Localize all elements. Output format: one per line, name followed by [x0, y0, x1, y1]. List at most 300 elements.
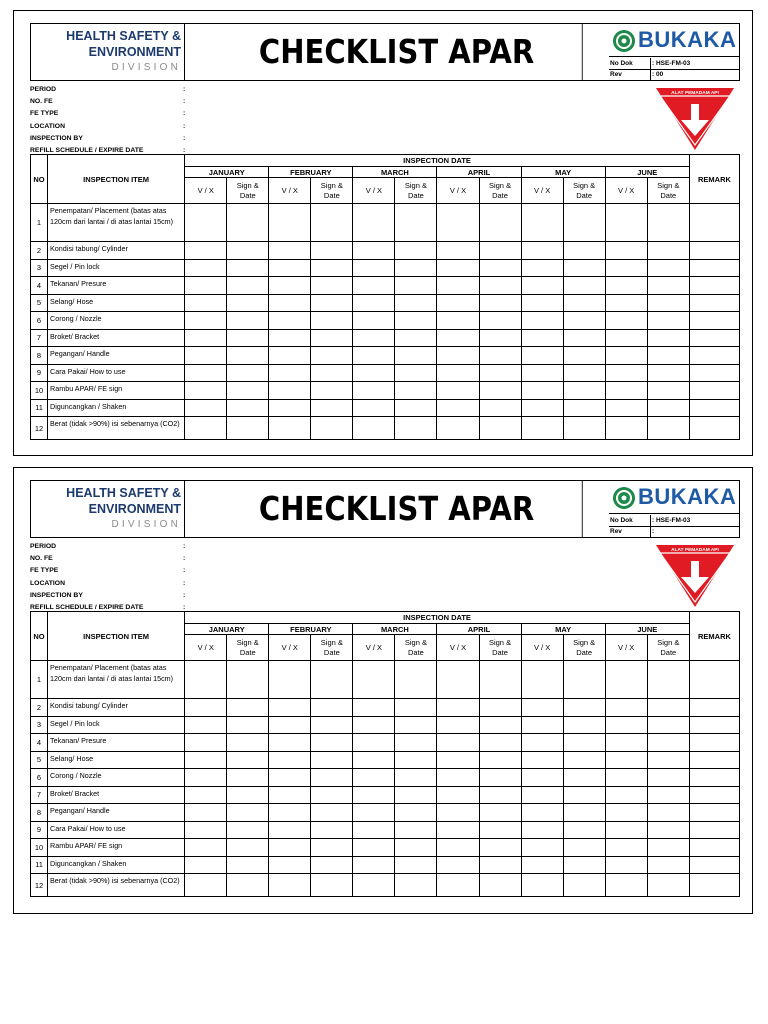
sign-date-cell[interactable] [395, 242, 437, 260]
check-cell[interactable] [353, 874, 395, 897]
sign-date-cell[interactable] [311, 769, 353, 787]
check-cell[interactable] [269, 769, 311, 787]
sign-date-cell[interactable] [395, 786, 437, 804]
check-cell[interactable] [353, 259, 395, 277]
check-cell[interactable] [605, 734, 647, 752]
sign-date-cell[interactable] [227, 839, 269, 857]
check-cell[interactable] [605, 661, 647, 699]
check-cell[interactable] [269, 786, 311, 804]
check-cell[interactable] [269, 242, 311, 260]
sign-date-cell[interactable] [647, 417, 689, 440]
check-cell[interactable] [185, 821, 227, 839]
info-field-row[interactable] [30, 578, 200, 590]
check-cell[interactable] [437, 347, 479, 365]
check-cell[interactable] [521, 751, 563, 769]
sign-date-cell[interactable] [395, 277, 437, 295]
sign-date-cell[interactable] [563, 417, 605, 440]
sign-date-cell[interactable] [395, 417, 437, 440]
sign-date-cell[interactable] [647, 399, 689, 417]
check-cell[interactable] [269, 347, 311, 365]
sign-date-cell[interactable] [395, 329, 437, 347]
remark-cell[interactable] [689, 242, 739, 260]
check-cell[interactable] [437, 716, 479, 734]
sign-date-cell[interactable] [227, 242, 269, 260]
sign-date-cell[interactable] [227, 804, 269, 822]
sign-date-cell[interactable] [563, 277, 605, 295]
remark-cell[interactable] [689, 382, 739, 400]
check-cell[interactable] [185, 399, 227, 417]
sign-date-cell[interactable] [563, 242, 605, 260]
info-field-row[interactable] [30, 84, 200, 96]
remark-cell[interactable] [689, 769, 739, 787]
sign-date-cell[interactable] [227, 364, 269, 382]
sign-date-cell[interactable] [647, 259, 689, 277]
remark-cell[interactable] [689, 786, 739, 804]
sign-date-cell[interactable] [311, 364, 353, 382]
check-cell[interactable] [605, 839, 647, 857]
check-cell[interactable] [605, 382, 647, 400]
sign-date-cell[interactable] [563, 716, 605, 734]
check-cell[interactable] [521, 699, 563, 717]
sign-date-cell[interactable] [227, 751, 269, 769]
sign-date-cell[interactable] [395, 734, 437, 752]
check-cell[interactable] [521, 821, 563, 839]
remark-cell[interactable] [689, 661, 739, 699]
check-cell[interactable] [269, 821, 311, 839]
check-cell[interactable] [185, 716, 227, 734]
sign-date-cell[interactable] [563, 769, 605, 787]
check-cell[interactable] [269, 734, 311, 752]
check-cell[interactable] [521, 839, 563, 857]
sign-date-cell[interactable] [395, 347, 437, 365]
check-cell[interactable] [269, 856, 311, 874]
check-cell[interactable] [437, 399, 479, 417]
sign-date-cell[interactable] [479, 856, 521, 874]
check-cell[interactable] [605, 347, 647, 365]
check-cell[interactable] [353, 751, 395, 769]
remark-cell[interactable] [689, 751, 739, 769]
check-cell[interactable] [269, 277, 311, 295]
sign-date-cell[interactable] [479, 769, 521, 787]
sign-date-cell[interactable] [479, 382, 521, 400]
sign-date-cell[interactable] [563, 734, 605, 752]
check-cell[interactable] [437, 364, 479, 382]
remark-cell[interactable] [689, 204, 739, 242]
sign-date-cell[interactable] [227, 769, 269, 787]
check-cell[interactable] [437, 804, 479, 822]
sign-date-cell[interactable] [563, 856, 605, 874]
sign-date-cell[interactable] [227, 786, 269, 804]
check-cell[interactable] [521, 417, 563, 440]
sign-date-cell[interactable] [479, 417, 521, 440]
sign-date-cell[interactable] [647, 856, 689, 874]
sign-date-cell[interactable] [479, 294, 521, 312]
check-cell[interactable] [521, 734, 563, 752]
check-cell[interactable] [437, 312, 479, 330]
check-cell[interactable] [605, 699, 647, 717]
sign-date-cell[interactable] [395, 716, 437, 734]
check-cell[interactable] [437, 874, 479, 897]
sign-date-cell[interactable] [479, 699, 521, 717]
sign-date-cell[interactable] [395, 382, 437, 400]
sign-date-cell[interactable] [395, 769, 437, 787]
sign-date-cell[interactable] [395, 839, 437, 857]
info-field-row[interactable] [30, 96, 200, 108]
remark-cell[interactable] [689, 874, 739, 897]
sign-date-cell[interactable] [647, 242, 689, 260]
sign-date-cell[interactable] [479, 242, 521, 260]
check-cell[interactable] [521, 347, 563, 365]
sign-date-cell[interactable] [563, 786, 605, 804]
sign-date-cell[interactable] [227, 856, 269, 874]
remark-cell[interactable] [689, 277, 739, 295]
check-cell[interactable] [437, 417, 479, 440]
check-cell[interactable] [353, 804, 395, 822]
check-cell[interactable] [269, 804, 311, 822]
sign-date-cell[interactable] [311, 699, 353, 717]
check-cell[interactable] [521, 277, 563, 295]
check-cell[interactable] [437, 856, 479, 874]
sign-date-cell[interactable] [311, 856, 353, 874]
check-cell[interactable] [437, 242, 479, 260]
remark-cell[interactable] [689, 312, 739, 330]
sign-date-cell[interactable] [311, 716, 353, 734]
sign-date-cell[interactable] [563, 821, 605, 839]
check-cell[interactable] [185, 382, 227, 400]
sign-date-cell[interactable] [311, 399, 353, 417]
sign-date-cell[interactable] [311, 734, 353, 752]
sign-date-cell[interactable] [227, 417, 269, 440]
check-cell[interactable] [185, 734, 227, 752]
sign-date-cell[interactable] [395, 821, 437, 839]
sign-date-cell[interactable] [479, 204, 521, 242]
remark-cell[interactable] [689, 839, 739, 857]
sign-date-cell[interactable] [395, 699, 437, 717]
sign-date-cell[interactable] [479, 399, 521, 417]
check-cell[interactable] [353, 661, 395, 699]
check-cell[interactable] [269, 699, 311, 717]
remark-cell[interactable] [689, 294, 739, 312]
sign-date-cell[interactable] [311, 786, 353, 804]
check-cell[interactable] [605, 417, 647, 440]
sign-date-cell[interactable] [227, 874, 269, 897]
check-cell[interactable] [185, 856, 227, 874]
remark-cell[interactable] [689, 347, 739, 365]
sign-date-cell[interactable] [647, 347, 689, 365]
sign-date-cell[interactable] [227, 204, 269, 242]
sign-date-cell[interactable] [647, 839, 689, 857]
check-cell[interactable] [185, 312, 227, 330]
check-cell[interactable] [605, 769, 647, 787]
check-cell[interactable] [605, 786, 647, 804]
sign-date-cell[interactable] [227, 277, 269, 295]
check-cell[interactable] [437, 259, 479, 277]
sign-date-cell[interactable] [227, 312, 269, 330]
sign-date-cell[interactable] [647, 294, 689, 312]
remark-cell[interactable] [689, 716, 739, 734]
sign-date-cell[interactable] [647, 364, 689, 382]
sign-date-cell[interactable] [311, 277, 353, 295]
sign-date-cell[interactable] [227, 382, 269, 400]
sign-date-cell[interactable] [227, 716, 269, 734]
check-cell[interactable] [605, 329, 647, 347]
check-cell[interactable] [353, 399, 395, 417]
sign-date-cell[interactable] [311, 204, 353, 242]
sign-date-cell[interactable] [479, 874, 521, 897]
check-cell[interactable] [185, 277, 227, 295]
check-cell[interactable] [605, 204, 647, 242]
info-field-row[interactable] [30, 133, 200, 145]
sign-date-cell[interactable] [227, 734, 269, 752]
sign-date-cell[interactable] [479, 277, 521, 295]
sign-date-cell[interactable] [395, 804, 437, 822]
check-cell[interactable] [353, 382, 395, 400]
check-cell[interactable] [521, 856, 563, 874]
check-cell[interactable] [185, 699, 227, 717]
sign-date-cell[interactable] [647, 382, 689, 400]
sign-date-cell[interactable] [647, 874, 689, 897]
check-cell[interactable] [353, 312, 395, 330]
sign-date-cell[interactable] [311, 294, 353, 312]
check-cell[interactable] [437, 329, 479, 347]
check-cell[interactable] [521, 259, 563, 277]
remark-cell[interactable] [689, 417, 739, 440]
check-cell[interactable] [353, 364, 395, 382]
check-cell[interactable] [185, 417, 227, 440]
check-cell[interactable] [353, 716, 395, 734]
check-cell[interactable] [185, 329, 227, 347]
check-cell[interactable] [521, 786, 563, 804]
check-cell[interactable] [269, 312, 311, 330]
check-cell[interactable] [521, 399, 563, 417]
sign-date-cell[interactable] [311, 661, 353, 699]
check-cell[interactable] [437, 661, 479, 699]
remark-cell[interactable] [689, 856, 739, 874]
info-field-row[interactable] [30, 108, 200, 120]
check-cell[interactable] [353, 699, 395, 717]
check-cell[interactable] [185, 661, 227, 699]
check-cell[interactable] [185, 804, 227, 822]
check-cell[interactable] [605, 259, 647, 277]
check-cell[interactable] [353, 294, 395, 312]
check-cell[interactable] [269, 399, 311, 417]
sign-date-cell[interactable] [647, 277, 689, 295]
check-cell[interactable] [437, 821, 479, 839]
check-cell[interactable] [353, 856, 395, 874]
sign-date-cell[interactable] [311, 242, 353, 260]
sign-date-cell[interactable] [395, 364, 437, 382]
check-cell[interactable] [605, 751, 647, 769]
remark-cell[interactable] [689, 699, 739, 717]
sign-date-cell[interactable] [227, 661, 269, 699]
sign-date-cell[interactable] [395, 751, 437, 769]
check-cell[interactable] [521, 329, 563, 347]
sign-date-cell[interactable] [395, 312, 437, 330]
sign-date-cell[interactable] [647, 769, 689, 787]
check-cell[interactable] [605, 874, 647, 897]
check-cell[interactable] [521, 716, 563, 734]
check-cell[interactable] [269, 661, 311, 699]
check-cell[interactable] [605, 804, 647, 822]
check-cell[interactable] [185, 204, 227, 242]
remark-cell[interactable] [689, 399, 739, 417]
remark-cell[interactable] [689, 804, 739, 822]
check-cell[interactable] [185, 242, 227, 260]
sign-date-cell[interactable] [563, 661, 605, 699]
sign-date-cell[interactable] [563, 804, 605, 822]
sign-date-cell[interactable] [311, 347, 353, 365]
sign-date-cell[interactable] [563, 382, 605, 400]
sign-date-cell[interactable] [647, 329, 689, 347]
check-cell[interactable] [185, 786, 227, 804]
check-cell[interactable] [437, 294, 479, 312]
check-cell[interactable] [269, 259, 311, 277]
check-cell[interactable] [353, 769, 395, 787]
check-cell[interactable] [269, 382, 311, 400]
check-cell[interactable] [353, 347, 395, 365]
info-field-row[interactable] [30, 121, 200, 133]
check-cell[interactable] [437, 699, 479, 717]
sign-date-cell[interactable] [479, 751, 521, 769]
sign-date-cell[interactable] [647, 821, 689, 839]
check-cell[interactable] [185, 364, 227, 382]
sign-date-cell[interactable] [227, 259, 269, 277]
sign-date-cell[interactable] [563, 204, 605, 242]
sign-date-cell[interactable] [647, 204, 689, 242]
sign-date-cell[interactable] [479, 312, 521, 330]
sign-date-cell[interactable] [563, 329, 605, 347]
check-cell[interactable] [437, 382, 479, 400]
check-cell[interactable] [269, 839, 311, 857]
sign-date-cell[interactable] [647, 804, 689, 822]
check-cell[interactable] [605, 294, 647, 312]
check-cell[interactable] [353, 329, 395, 347]
sign-date-cell[interactable] [311, 874, 353, 897]
check-cell[interactable] [353, 734, 395, 752]
sign-date-cell[interactable] [647, 734, 689, 752]
check-cell[interactable] [269, 364, 311, 382]
check-cell[interactable] [521, 364, 563, 382]
sign-date-cell[interactable] [227, 329, 269, 347]
check-cell[interactable] [353, 786, 395, 804]
check-cell[interactable] [269, 417, 311, 440]
sign-date-cell[interactable] [479, 329, 521, 347]
sign-date-cell[interactable] [479, 364, 521, 382]
sign-date-cell[interactable] [395, 204, 437, 242]
check-cell[interactable] [269, 329, 311, 347]
sign-date-cell[interactable] [227, 399, 269, 417]
sign-date-cell[interactable] [311, 839, 353, 857]
sign-date-cell[interactable] [479, 661, 521, 699]
sign-date-cell[interactable] [563, 699, 605, 717]
sign-date-cell[interactable] [647, 312, 689, 330]
remark-cell[interactable] [689, 734, 739, 752]
sign-date-cell[interactable] [479, 804, 521, 822]
sign-date-cell[interactable] [647, 661, 689, 699]
sign-date-cell[interactable] [563, 259, 605, 277]
info-field-row[interactable] [30, 553, 200, 565]
check-cell[interactable] [269, 204, 311, 242]
check-cell[interactable] [437, 786, 479, 804]
sign-date-cell[interactable] [479, 259, 521, 277]
remark-cell[interactable] [689, 259, 739, 277]
check-cell[interactable] [437, 277, 479, 295]
check-cell[interactable] [521, 204, 563, 242]
check-cell[interactable] [353, 821, 395, 839]
remark-cell[interactable] [689, 364, 739, 382]
check-cell[interactable] [521, 874, 563, 897]
sign-date-cell[interactable] [311, 417, 353, 440]
check-cell[interactable] [185, 294, 227, 312]
sign-date-cell[interactable] [563, 751, 605, 769]
check-cell[interactable] [605, 364, 647, 382]
sign-date-cell[interactable] [647, 716, 689, 734]
check-cell[interactable] [185, 839, 227, 857]
check-cell[interactable] [605, 312, 647, 330]
sign-date-cell[interactable] [311, 312, 353, 330]
check-cell[interactable] [521, 294, 563, 312]
check-cell[interactable] [521, 312, 563, 330]
sign-date-cell[interactable] [479, 734, 521, 752]
check-cell[interactable] [605, 716, 647, 734]
check-cell[interactable] [521, 242, 563, 260]
sign-date-cell[interactable] [647, 751, 689, 769]
sign-date-cell[interactable] [311, 821, 353, 839]
check-cell[interactable] [521, 804, 563, 822]
sign-date-cell[interactable] [311, 382, 353, 400]
check-cell[interactable] [269, 751, 311, 769]
sign-date-cell[interactable] [395, 856, 437, 874]
check-cell[interactable] [437, 204, 479, 242]
check-cell[interactable] [269, 294, 311, 312]
check-cell[interactable] [353, 204, 395, 242]
check-cell[interactable] [353, 417, 395, 440]
sign-date-cell[interactable] [227, 294, 269, 312]
sign-date-cell[interactable] [395, 294, 437, 312]
check-cell[interactable] [521, 661, 563, 699]
check-cell[interactable] [185, 769, 227, 787]
check-cell[interactable] [605, 821, 647, 839]
sign-date-cell[interactable] [227, 699, 269, 717]
info-field-row[interactable] [30, 590, 200, 602]
check-cell[interactable] [521, 382, 563, 400]
sign-date-cell[interactable] [563, 399, 605, 417]
check-cell[interactable] [605, 277, 647, 295]
check-cell[interactable] [353, 277, 395, 295]
sign-date-cell[interactable] [479, 839, 521, 857]
sign-date-cell[interactable] [563, 364, 605, 382]
check-cell[interactable] [185, 874, 227, 897]
check-cell[interactable] [353, 242, 395, 260]
sign-date-cell[interactable] [227, 347, 269, 365]
sign-date-cell[interactable] [395, 399, 437, 417]
sign-date-cell[interactable] [479, 347, 521, 365]
info-field-row[interactable] [30, 565, 200, 577]
remark-cell[interactable] [689, 821, 739, 839]
check-cell[interactable] [269, 874, 311, 897]
sign-date-cell[interactable] [311, 259, 353, 277]
sign-date-cell[interactable] [311, 804, 353, 822]
info-field-row[interactable] [30, 541, 200, 553]
check-cell[interactable] [269, 716, 311, 734]
check-cell[interactable] [185, 347, 227, 365]
sign-date-cell[interactable] [563, 347, 605, 365]
sign-date-cell[interactable] [479, 786, 521, 804]
sign-date-cell[interactable] [311, 329, 353, 347]
check-cell[interactable] [437, 734, 479, 752]
sign-date-cell[interactable] [647, 699, 689, 717]
check-cell[interactable] [605, 856, 647, 874]
